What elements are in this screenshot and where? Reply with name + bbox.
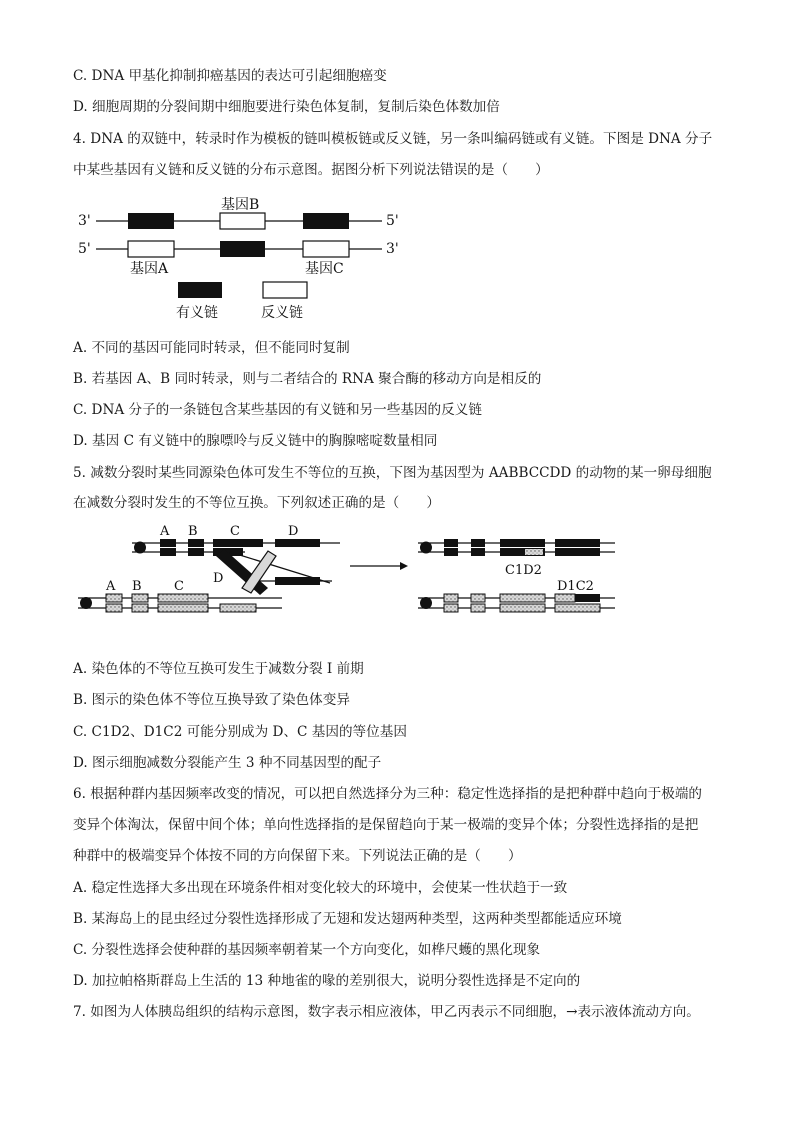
gene-a-antisense-block xyxy=(128,241,174,257)
legend-sense-label: 有义链 xyxy=(176,305,218,321)
q4-stem-line-1: 4. DNA 的双链中，转录时作为模板的链叫模板链或反义链，另一条叫编码链或有义链。下图是 DNA 分子 xyxy=(73,131,713,147)
q6-option-c: C. 分裂性选择会使种群的基因频率朝着某一个方向变化，如桦尺蠖的黑化现象 xyxy=(73,942,541,958)
q4-option-c: C. DNA 分子的一条链包含某些基因的有义链和另一些基因的反义链 xyxy=(73,402,482,418)
top-strand-right-end: 5' xyxy=(386,213,399,229)
gene-b-sense-block xyxy=(220,241,265,257)
gene-b-antisense-block xyxy=(220,213,265,229)
q6-option-d: D. 加拉帕格斯群岛上生活的 13 种地雀的喙的差别很大，说明分裂性选择是不定向的 xyxy=(73,973,581,989)
q4-option-b: B. 若基因 A、B 同时转录，则与二者结合的 RNA 聚合酶的移动方向是相反的 xyxy=(73,371,542,387)
crossover-strands xyxy=(216,549,276,595)
label-c1d2: C1D2 xyxy=(505,563,542,578)
q6-option-a: A. 稳定性选择大多出现在环境条件相对变化较大的环境中，会使某一性状趋于一致 xyxy=(73,880,568,896)
legend-antisense-swatch xyxy=(263,282,307,298)
q4-option-a: A. 不同的基因可能同时转录，但不能同时复制 xyxy=(73,340,350,356)
q3-option-c: C. DNA 甲基化抑制抑癌基因的表达可引起细胞癌变 xyxy=(73,68,387,84)
q6-stem-line-3: 种群中的极端变异个体按不同的方向保留下来。下列说法正确的是（ ） xyxy=(73,848,522,864)
right-top-chromosome xyxy=(418,539,615,556)
q5-crossover-figure xyxy=(70,518,630,628)
q5-stem-line-1: 5. 减数分裂时某些同源染色体可发生不等位的互换，下图为基因型为 AABBCCDD 的动物的某一卵母细胞 xyxy=(73,465,712,481)
q6-option-b: B. 某海岛上的昆虫经过分裂性选择形成了无翅和发达翅两种类型，这两种类型都能适应环境 xyxy=(73,911,622,927)
centromere-dot xyxy=(134,542,146,554)
q6-stem-line-1: 6. 根据种群内基因频率改变的情况，可以把自然选择分为三种：稳定性选择指的是把种群中趋向于极端的 xyxy=(73,786,703,802)
gene-c-sense-block xyxy=(303,213,349,229)
q5-option-b: B. 图示的染色体不等位互换导致了染色体变异 xyxy=(73,692,350,708)
bottom-strand-right-end: 3' xyxy=(386,241,399,257)
q4-stem-line-2: 中某些基因有义链和反义链的分布示意图。据图分析下列说法错误的是（ ） xyxy=(73,162,549,178)
label-gene-a-top: A xyxy=(160,524,170,539)
left-bottom-chromosome xyxy=(78,594,282,612)
q4-dna-gene-figure xyxy=(70,190,410,325)
centromere-dot xyxy=(80,597,92,609)
q5-option-c: C. C1D2、D1C2 可能分别成为 D、C 基因的等位基因 xyxy=(73,724,407,740)
label-gene-d-bottom: D xyxy=(213,571,224,586)
label-gene-c-top: C xyxy=(230,524,240,539)
centromere-dot xyxy=(420,597,432,609)
label-gene-b-bottom: B xyxy=(132,579,142,594)
arrow-icon xyxy=(350,562,408,570)
label-gene-b-top: B xyxy=(188,524,198,539)
q4-option-d: D. 基因 C 有义链中的腺嘌呤与反义链中的胸腺嘧啶数量相同 xyxy=(73,433,438,449)
centromere-dot xyxy=(420,542,432,554)
gene-a-sense-block xyxy=(128,213,174,229)
q5-option-d: D. 图示细胞减数分裂能产生 3 种不同基因型的配子 xyxy=(73,755,382,771)
q3-option-d: D. 细胞周期的分裂间期中细胞要进行染色体复制，复制后染色体数加倍 xyxy=(73,99,500,115)
top-strand-left-end: 3' xyxy=(78,213,91,229)
legend-antisense-label: 反义链 xyxy=(261,305,303,321)
gene-b-label: 基因B xyxy=(221,197,260,213)
label-d1c2: D1C2 xyxy=(557,579,594,594)
right-bottom-chromosome xyxy=(418,594,615,612)
gene-a-label: 基因A xyxy=(130,261,169,277)
label-gene-c-bottom: C xyxy=(174,579,184,594)
bottom-strand-left-end: 5' xyxy=(78,241,91,257)
q5-option-a: A. 染色体的不等位互换可发生于减数分裂 I 前期 xyxy=(73,661,364,677)
label-gene-d-top: D xyxy=(288,524,299,539)
q5-stem-line-2: 在减数分裂时发生的不等位互换。下列叙述正确的是（ ） xyxy=(73,495,441,511)
q6-stem-line-2: 变异个体淘汰，保留中间个体；单向性选择指的是保留趋向于某一极端的变异个体；分裂性选择指的是把 xyxy=(73,817,699,833)
gene-c-label: 基因C xyxy=(305,261,344,277)
label-gene-a-bottom: A xyxy=(106,579,116,594)
q7-stem-line-1: 7. 如图为人体胰岛组织的结构示意图，数字表示相应液体，甲乙丙表示不同细胞，→表示液体流动方向。 xyxy=(73,1004,700,1020)
gene-c-antisense-block xyxy=(303,241,349,257)
legend-sense-swatch xyxy=(178,282,222,298)
